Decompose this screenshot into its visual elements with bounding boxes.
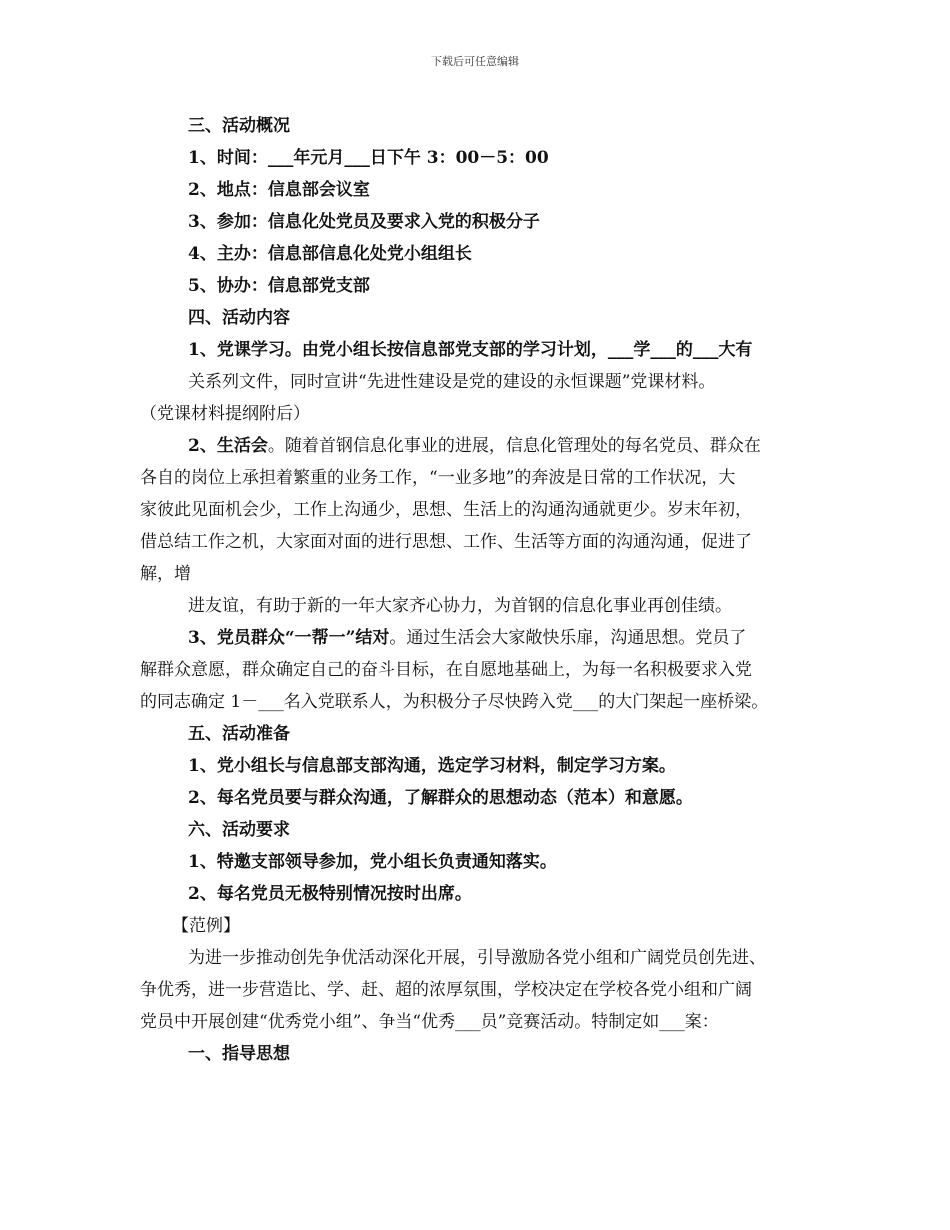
section-heading: 五、活动准备 bbox=[188, 724, 290, 744]
paragraph-line: （党课材料提纲附后） bbox=[140, 404, 310, 424]
paragraph-line: 争优秀，进一步营造比、学、赶、超的浓厚氛围，学校决定在学校各党小组和广阔 bbox=[140, 980, 752, 1000]
section-heading: 一、指导思想 bbox=[188, 1044, 290, 1064]
list-item: 3、参加：信息化处党员及要求入党的积极分子 bbox=[188, 212, 540, 232]
paragraph-line: 解群众意愿，群众确定自己的奋斗目标，在自愿地基础上，为每一名积极要求入党 bbox=[140, 660, 752, 680]
paragraph-line: 各自的岗位上承担着繁重的业务工作，“一业多地”的奔波是日常的工作状况，大 bbox=[140, 468, 736, 488]
paragraph-line: 借总结工作之机，大家面对面的进行思想、工作、生活等方面的沟通沟通，促进了 bbox=[140, 532, 752, 552]
paragraph-line: 1、党课学习。由党小组长按信息部党支部的学习计划，___学___的___大有 bbox=[188, 340, 753, 360]
section-heading: 三、活动概况 bbox=[188, 116, 290, 136]
list-item: 2、每名党员无极特别情况按时出席。 bbox=[188, 884, 472, 904]
paragraph-lead: 2、生活会 bbox=[188, 436, 268, 456]
paragraph-line bbox=[140, 430, 812, 462]
list-item: 2、每名党员要与群众沟通，了解群众的思想动态（范本）和意愿。 bbox=[188, 788, 693, 808]
paragraph-line: 解，增 bbox=[140, 564, 191, 584]
paragraph-line: 的同志确定 1－___名入党联系人，为积极分子尽快跨入党___的大门架起一座桥梁。 bbox=[140, 692, 769, 712]
page-header: 下载后可任意编辑 bbox=[431, 55, 519, 68]
list-item: 1、时间：___年元月___日下午 3：00－5：00 bbox=[188, 148, 549, 168]
list-item: 1、特邀支部领导参加，党小组长负责通知落实。 bbox=[188, 852, 557, 872]
paragraph-line: 进友谊，有助于新的一年大家齐心协力，为首钢的信息化事业再创佳绩。 bbox=[188, 596, 732, 616]
list-item: 2、地点：信息部会议室 bbox=[188, 180, 370, 200]
paragraph-line bbox=[140, 622, 812, 654]
paragraph-line: 家彼此见面机会少，工作上沟通少，思想、生活上的沟通沟通就更少。岁末年初， bbox=[140, 500, 752, 520]
paragraph-line: 党员中开展创建“优秀党小组”、争当“优秀___员”竞赛活动。特制定如___案： bbox=[140, 1012, 719, 1032]
paragraph-text: 。通过生活会大家敞快乐扉，沟通思想。党员了 bbox=[389, 628, 747, 648]
list-item: 1、党小组长与信息部支部沟通，选定学习材料，制定学习方案。 bbox=[188, 756, 676, 776]
list-item: 5、协办：信息部党支部 bbox=[188, 276, 370, 296]
paragraph-lead: 3、党员群众“一帮一”结对 bbox=[188, 628, 390, 648]
section-heading: 四、活动内容 bbox=[188, 308, 290, 328]
paragraph-line: 关系列文件，同时宣讲“先进性建设是党的建设的永恒课题”党课材料。 bbox=[188, 372, 716, 392]
example-label: 【范例】 bbox=[172, 916, 240, 936]
document-body bbox=[140, 110, 812, 1070]
paragraph-text: 。随着首钢信息化事业的进展，信息化管理处的每名党员、群众在 bbox=[267, 436, 761, 456]
paragraph-line: 为进一步推动创先争优活动深化开展，引导激励各党小组和广阔党员创先进、 bbox=[188, 948, 766, 968]
section-heading: 六、活动要求 bbox=[188, 820, 290, 840]
list-item: 4、主办：信息部信息化处党小组组长 bbox=[188, 244, 472, 264]
